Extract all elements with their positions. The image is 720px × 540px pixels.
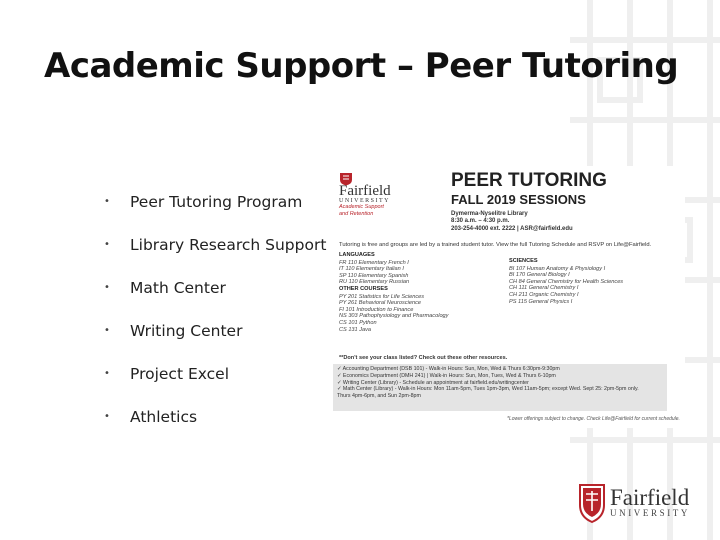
flyer-intro: Tutoring is free and groups are led by a trained student tutor. View the full Tutoring Schedule and RSVP on Life@Fairfield.: [339, 242, 652, 248]
other-courses-heading: OTHER COURSES: [339, 285, 388, 292]
flyer-info: [451, 211, 573, 233]
bullet-label: Athletics: [130, 407, 198, 426]
bullet-dot: •: [104, 325, 110, 336]
flyer-title: PEER TUTORING: [451, 170, 607, 191]
peer-tutoring-flyer: [333, 166, 685, 428]
resource-item: ✓ Writing Center (Library) - Schedule an appointment at fairfield.edu/writingcenter: [337, 379, 529, 386]
bullet-item: [104, 395, 326, 438]
flyer-logo-dept: Academic Support: [339, 204, 384, 210]
languages-column: [339, 252, 448, 333]
bullet-label: Library Research Support: [130, 235, 327, 254]
bullet-label: Writing Center: [130, 321, 243, 340]
bullet-label: Math Center: [130, 278, 226, 297]
fairfield-crest-icon: [578, 483, 606, 523]
course-item: CH 84 General Chemistry for Health Sciences: [509, 278, 624, 285]
course-item: CS 101 Python: [339, 319, 377, 326]
brand-name: Fairfield: [610, 485, 690, 510]
bullet-label: Peer Tutoring Program: [130, 192, 303, 211]
flyer-logo-name: Fairfield: [339, 183, 391, 199]
languages-heading: LANGUAGES: [339, 252, 375, 258]
fairfield-logo: [578, 483, 690, 523]
course-item: BI 170 General Biology I: [509, 272, 570, 279]
resource-item: Thurs 4pm-6pm, and Sun 2pm-8pm: [337, 393, 421, 400]
course-item: FR 110 Elementary French I: [339, 259, 409, 266]
other-resources-prompt: **Don't see your class listed? Check out these other resources.: [339, 355, 508, 361]
course-item: CS 131 Java: [339, 326, 372, 333]
course-item: RU 110 Elementary Russian: [339, 279, 410, 286]
flyer-logo-dept: and Retention: [339, 211, 374, 217]
course-item: PY 261 Behavioral Neuroscience: [339, 300, 421, 307]
sciences-heading: SCIENCES: [509, 258, 538, 264]
bullet-item: [104, 180, 326, 223]
sciences-column: [509, 258, 623, 305]
resource-item: ✓ Math Center (Library) - Walk-in Hours: Mon 11am-5pm, Tues 1pm-3pm, Wed 11am-5pm; except Wed. Sept 25: 2pm-5pm only.: [337, 386, 639, 393]
flyer-footnote: *Lower offerings subject to change. Check Life@Fairfield for current schedule.: [507, 416, 680, 422]
resource-item: ✓ Accounting Department (DSB 101) - Walk-in Hours: Sun, Mon, Wed & Thurs 6:30pm-9:30pm: [337, 366, 560, 372]
course-item: PS 115 General Physics I: [509, 298, 573, 305]
bullet-dot: •: [104, 411, 110, 422]
bullet-item: [104, 309, 326, 352]
brand-sub: UNIVERSITY: [610, 508, 690, 518]
bullet-dot: •: [104, 282, 110, 293]
course-item: NS 303 Pathophysiology and Pharmacology: [339, 313, 449, 320]
flyer-hours: 8:30 a.m. – 4:30 p.m.: [451, 218, 510, 225]
flyer-logo: [339, 172, 409, 218]
course-item: BI 107 Human Anatomy & Physiology I: [509, 265, 606, 272]
bullet-item: [104, 352, 326, 395]
flyer-logo-sub: UNIVERSITY: [339, 198, 390, 204]
course-item: FI 101 Introduction to Finance: [339, 306, 414, 313]
bullet-item: [104, 223, 326, 266]
flyer-contact: 203-254-4000 ext. 2222 | ASR@fairfield.edu: [451, 225, 573, 232]
bullet-item: [104, 266, 326, 309]
flyer-location: Dymerma-Nyselitre Library: [451, 211, 528, 217]
course-item: CH 111 General Chemistry I: [509, 285, 579, 292]
bullet-list: [104, 180, 326, 438]
resource-item: ✓ Economics Department (DMH 241) | Walk-in Hours: Sun, Mon, Tues, Wed & Thurs 6-10pm: [337, 372, 556, 379]
course-item: SP 110 Elementary Spanish: [339, 272, 409, 279]
bullet-label: Project Excel: [130, 364, 230, 383]
bullet-dot: •: [104, 368, 110, 379]
course-item: CH 211 Organic Chemistry I: [509, 291, 579, 298]
bullet-dot: •: [104, 239, 110, 250]
bullet-dot: •: [104, 196, 110, 207]
resources-box: [333, 364, 667, 411]
slide-title: Academic Support – Peer Tutoring: [44, 46, 679, 86]
course-item: IT 110 Elementary Italian I: [339, 266, 404, 273]
course-item: PY 201 Statistics for Life Sciences: [339, 293, 425, 300]
flyer-subtitle: FALL 2019 SESSIONS: [451, 192, 586, 207]
